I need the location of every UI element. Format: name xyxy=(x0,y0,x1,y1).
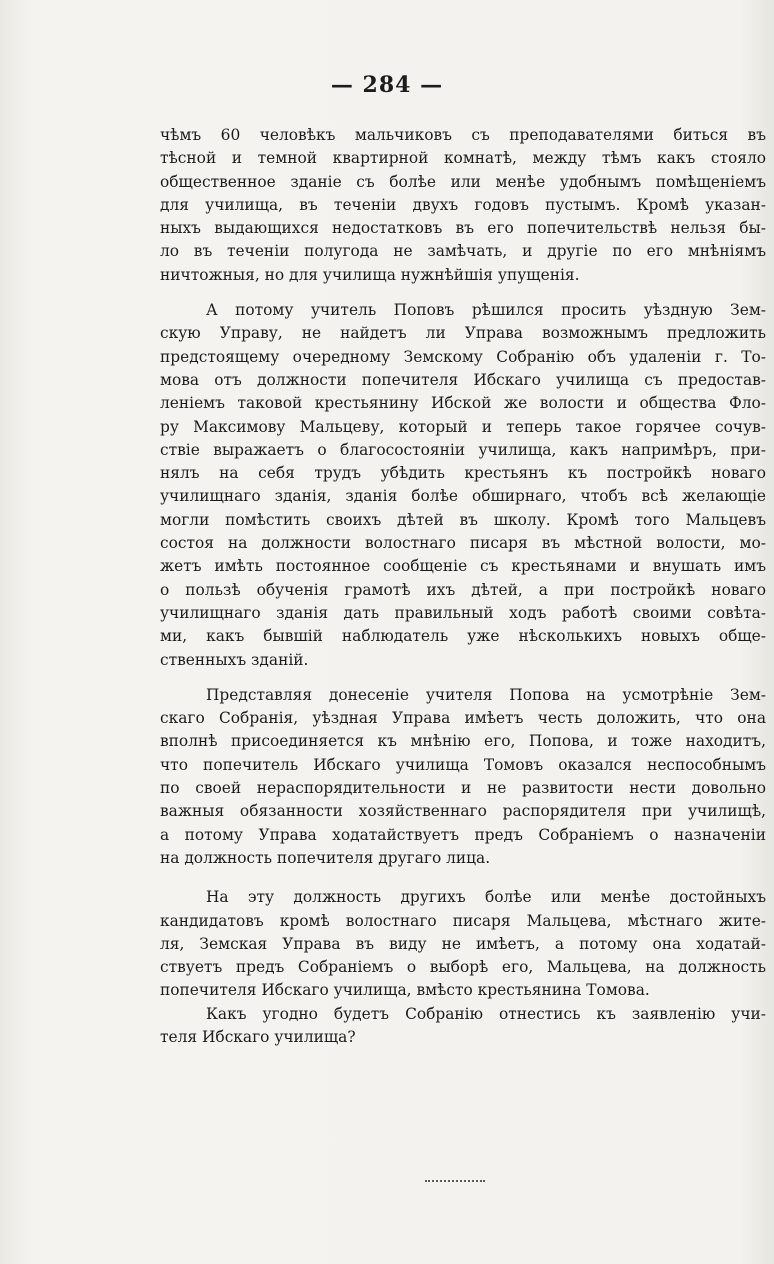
text-line: ствуетъ предъ Собраніемъ о выборѣ его, Мальцева, на должность xyxy=(160,958,766,977)
text-line: состоя на должности волостнаго писаря въ мѣстной волости, мо- xyxy=(160,534,766,553)
text-line: о пользѣ обученія грамотѣ ихъ дѣтей, а при постройкѣ новаго xyxy=(160,580,766,599)
paragraph-4 xyxy=(160,886,766,1002)
text-line: На эту должность другихъ болѣе или менѣе достойныхъ xyxy=(206,888,766,907)
text-line: кандидатовъ кромѣ волостнаго писаря Мальцева, мѣстнаго жите- xyxy=(160,911,766,930)
paragraph-5 xyxy=(160,1003,766,1050)
text-line: Какъ угодно будетъ Собранію отнестись къ заявленію учи- xyxy=(206,1004,766,1023)
end-divider xyxy=(425,1180,485,1182)
text-line: что попечитель Ибскаго училища Томовъ оказался неспособнымъ xyxy=(160,755,766,774)
paragraph-2 xyxy=(160,299,766,672)
text-line: А потому учитель Поповъ рѣшился просить уѣздную Зем- xyxy=(206,301,766,320)
text-line: училищнаго зданія дать правильный ходъ работѣ своими совѣта- xyxy=(160,603,766,622)
text-line: ло въ теченіи полугода не замѣчать, и другіе по его мнѣніямъ xyxy=(160,242,766,261)
text-line: тѣсной и темной квартирной комнатѣ, между тѣмъ какъ стояло xyxy=(160,149,766,168)
text-line: леніемъ таковой крестьянину Ибской же волости и общества Фло- xyxy=(160,394,766,413)
text-line: ми, какъ бывшій наблюдатель уже нѣсколькихъ новыхъ обще- xyxy=(160,627,766,646)
text-line: предстоящему очередному Земскому Собранію объ удаленіи г. То- xyxy=(160,347,766,366)
text-line: важныя обязанности хозяйственнаго распорядителя при училищѣ, xyxy=(160,802,766,821)
text-line: могли помѣстить своихъ дѣтей въ школу. Кромѣ того Мальцевъ xyxy=(160,510,766,529)
text-line: Представляя донесеніе учителя Попова на усмотрѣніе Зем- xyxy=(206,685,766,704)
text-line: ствіе выражаетъ о благосостояніи училища, какъ напримѣръ, при- xyxy=(160,440,766,459)
text-line: на должность попечителя другаго лица. xyxy=(160,848,491,867)
text-line: теля Ибскаго училища? xyxy=(160,1027,356,1046)
text-line: ля, Земская Управа въ виду не имѣетъ, а потому она ходатай- xyxy=(160,934,766,953)
text-line: попечителя Ибскаго училища, вмѣсто крестьянина Томова. xyxy=(160,981,650,1000)
text-line: чѣмъ 60 человѣкъ мальчиковъ съ преподавателями биться въ xyxy=(160,126,766,144)
text-line: скую Управу, не найдетъ ли Управа возможнымъ предложить xyxy=(160,324,766,343)
text-line: училищнаго зданія, зданія болѣе обширнаго, чтобъ всѣ желающіе xyxy=(160,487,766,506)
text-line: ственныхъ зданій. xyxy=(160,650,309,669)
body-text xyxy=(160,124,766,1049)
page-number: — 284 — xyxy=(330,72,444,98)
text-line: нялъ на себя трудъ убѣдить крестьянъ къ постройкѣ новаго xyxy=(160,464,766,483)
text-line: мова отъ должности попечителя Ибскаго училища съ предостав- xyxy=(160,370,766,389)
text-line: ру Максимову Мальцеву, который и теперь такое горячее сочув- xyxy=(160,417,766,436)
text-line: ничтожныя, но для училища нужнѣйшія упущенія. xyxy=(160,265,580,284)
paragraph-1 xyxy=(160,124,766,287)
text-line: а потому Управа ходатайствуетъ предъ Собраніемъ о назначеніи xyxy=(160,825,766,844)
paragraph-3 xyxy=(160,684,766,870)
text-line: ныхъ выдающихся недостатковъ въ его попечительствѣ нельзя бы- xyxy=(160,219,766,238)
text-line: жетъ имѣть постоянное сообщеніе съ крестьянами и внушать имъ xyxy=(160,557,766,576)
text-line: для училища, въ теченіи двухъ годовъ пустымъ. Кромѣ указан- xyxy=(160,195,766,214)
text-line: вполнѣ присоединяется къ мнѣнію его, Попова, и тоже находитъ, xyxy=(160,732,766,751)
text-line: скаго Собранія, уѣздная Управа имѣетъ честь доложить, что она xyxy=(160,709,766,728)
text-line: общественное зданіе съ болѣе или менѣе удобнымъ помѣщеніемъ xyxy=(160,172,766,191)
text-line: по своей нераспорядительности и не развитости нести довольно xyxy=(160,779,766,798)
